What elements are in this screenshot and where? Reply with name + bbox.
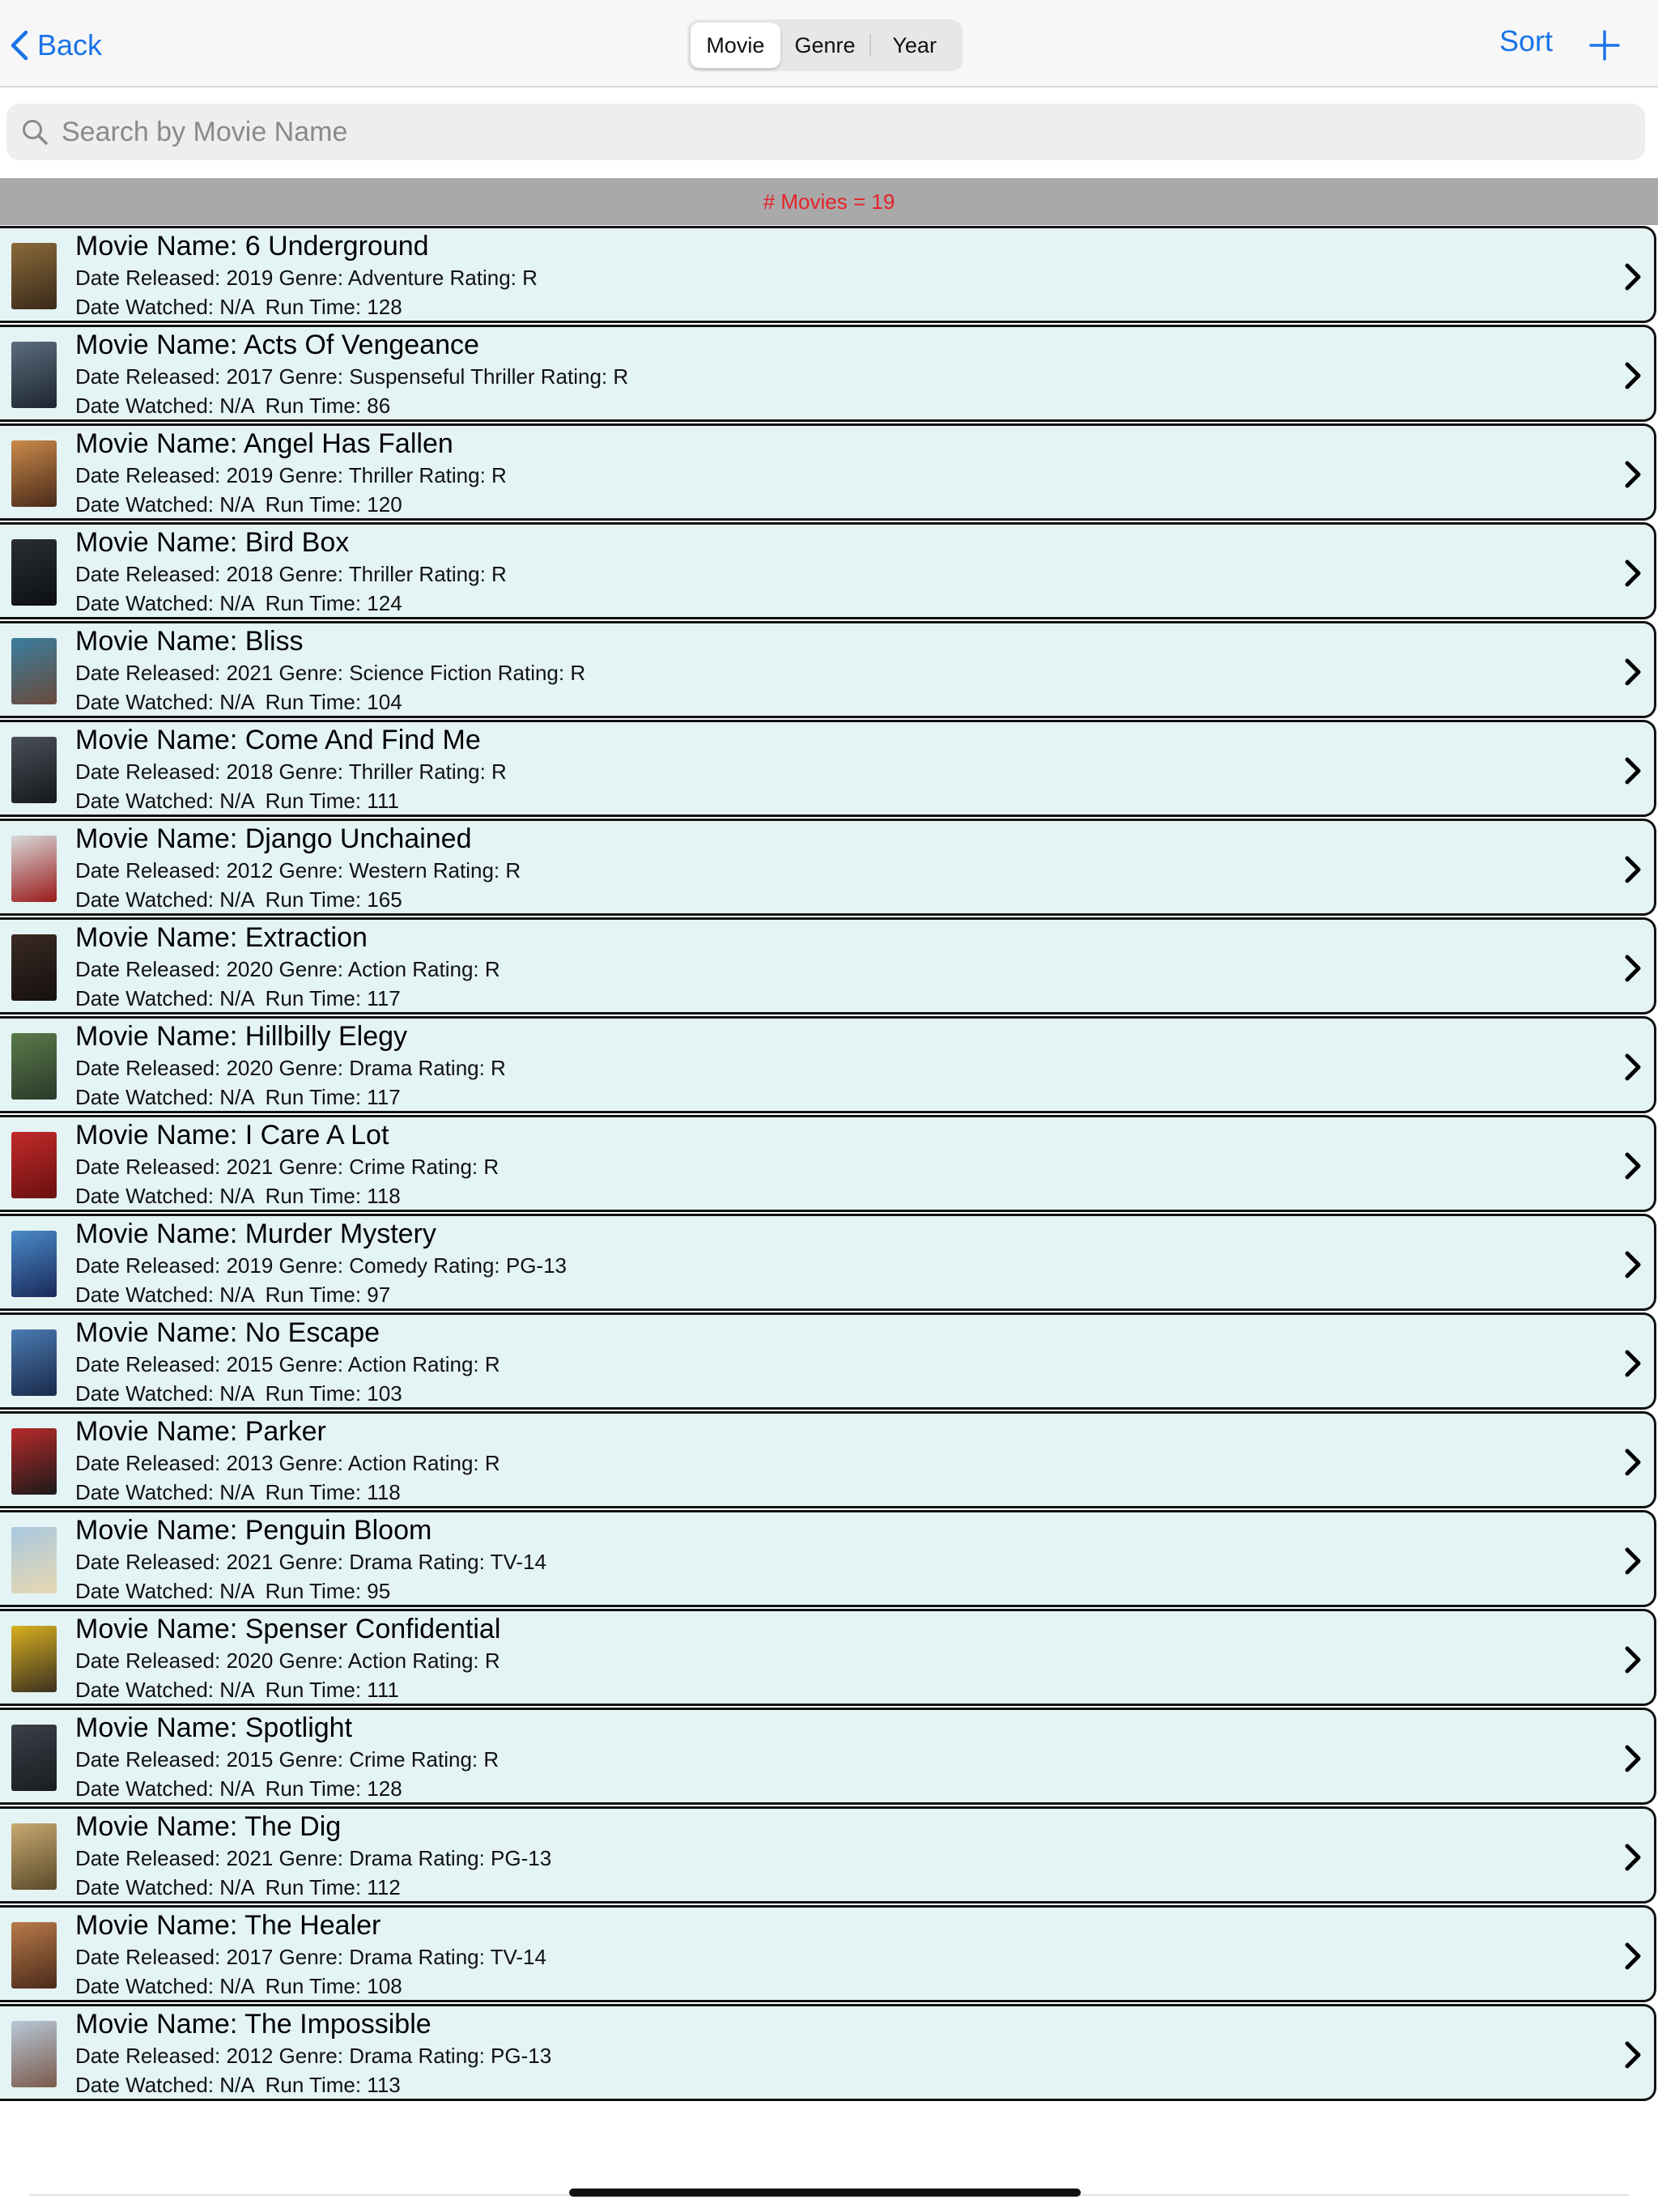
plus-icon[interactable] <box>1588 29 1621 62</box>
chevron-right-icon <box>1623 1546 1643 1576</box>
chevron-right-icon <box>1623 262 1643 291</box>
chevron-right-icon <box>1623 756 1643 785</box>
movie-poster-thumbnail <box>11 1823 57 1890</box>
back-button[interactable] <box>10 19 102 71</box>
movie-row[interactable] <box>0 1115 1656 1212</box>
movie-row[interactable] <box>0 423 1656 521</box>
movie-row[interactable] <box>0 1510 1656 1607</box>
movie-title: Movie Name: Parker <box>75 1416 326 1447</box>
movie-title: Movie Name: Bird Box <box>75 527 350 558</box>
movie-title: Movie Name: The Impossible <box>75 2009 432 2040</box>
movie-details: Date Released: 2017 Genre: Suspenseful Thriller Rating: R <box>75 364 629 389</box>
movie-watched-runtime: Date Watched: N/A Run Time: 111 <box>75 1678 399 1702</box>
movie-count-header <box>0 178 1658 225</box>
movie-watched-runtime: Date Watched: N/A Run Time: 111 <box>75 789 399 813</box>
movie-details: Date Released: 2012 Genre: Western Rating: R <box>75 858 521 883</box>
movie-row[interactable] <box>0 1214 1656 1311</box>
movie-watched-runtime: Date Watched: N/A Run Time: 128 <box>75 1776 402 1801</box>
chevron-right-icon <box>1623 1151 1643 1180</box>
search-input[interactable] <box>60 116 1601 149</box>
chevron-right-icon <box>1623 361 1643 390</box>
movie-watched-runtime: Date Watched: N/A Run Time: 128 <box>75 295 402 319</box>
movie-poster-thumbnail <box>11 737 57 803</box>
movie-details: Date Released: 2021 Genre: Drama Rating: TV-14 <box>75 1550 546 1574</box>
movie-watched-runtime: Date Watched: N/A Run Time: 108 <box>75 1974 402 1998</box>
sort-button[interactable]: Sort <box>1499 24 1554 57</box>
movie-poster-thumbnail <box>11 539 57 606</box>
movie-poster-thumbnail <box>11 1329 57 1396</box>
movie-row[interactable] <box>0 522 1656 619</box>
chevron-right-icon <box>1623 657 1643 687</box>
movie-watched-runtime: Date Watched: N/A Run Time: 95 <box>75 1579 391 1603</box>
movie-row[interactable] <box>0 1609 1656 1706</box>
search-icon <box>21 118 49 146</box>
movie-watched-runtime: Date Watched: N/A Run Time: 86 <box>75 393 391 418</box>
movie-details: Date Released: 2015 Genre: Action Rating: R <box>75 1352 500 1376</box>
chevron-left-icon <box>10 29 29 62</box>
sort-segmented-control <box>687 19 963 71</box>
chevron-right-icon <box>1623 1448 1643 1477</box>
movie-details: Date Released: 2019 Genre: Thriller Rating: R <box>75 463 507 487</box>
movie-row[interactable] <box>0 1016 1656 1113</box>
chevron-right-icon <box>1623 1744 1643 1773</box>
chevron-right-icon <box>1623 460 1643 489</box>
movie-row[interactable] <box>0 226 1656 323</box>
movie-poster-thumbnail <box>11 1428 57 1495</box>
movie-row[interactable] <box>0 1905 1656 2002</box>
movie-title: Movie Name: The Dig <box>75 1811 342 1842</box>
movie-row[interactable] <box>0 1708 1656 1805</box>
chevron-right-icon <box>1623 855 1643 884</box>
segment-genre[interactable]: Genre <box>794 32 856 57</box>
chevron-right-icon <box>1623 1053 1643 1082</box>
movie-title: Movie Name: Bliss <box>75 626 304 657</box>
movie-details: Date Released: 2012 Genre: Drama Rating: PG-13 <box>75 2044 552 2068</box>
chevron-right-icon <box>1623 1645 1643 1674</box>
chevron-right-icon <box>1623 1843 1643 1872</box>
movie-title: Movie Name: Spenser Confidential <box>75 1614 501 1644</box>
movie-poster-thumbnail <box>11 1132 57 1198</box>
movie-title: Movie Name: I Care A Lot <box>75 1120 389 1151</box>
movie-poster-thumbnail <box>11 1725 57 1791</box>
movie-row[interactable] <box>0 2004 1656 2101</box>
movie-row[interactable] <box>0 1411 1656 1508</box>
movie-poster-thumbnail <box>11 1231 57 1297</box>
movie-title: Movie Name: 6 Underground <box>75 231 429 262</box>
movie-row[interactable] <box>0 819 1656 916</box>
movie-details: Date Released: 2017 Genre: Drama Rating: TV-14 <box>75 1945 546 1969</box>
movie-watched-runtime: Date Watched: N/A Run Time: 104 <box>75 690 402 714</box>
chevron-right-icon <box>1623 954 1643 983</box>
movie-poster-thumbnail <box>11 2021 57 2087</box>
movie-details: Date Released: 2021 Genre: Crime Rating: R <box>75 1155 500 1179</box>
movie-details: Date Released: 2015 Genre: Crime Rating: R <box>75 1747 500 1772</box>
movie-title: Movie Name: Spotlight <box>75 1712 353 1743</box>
movie-details: Date Released: 2020 Genre: Action Rating: R <box>75 957 500 981</box>
movie-details: Date Released: 2019 Genre: Adventure Rating: R <box>75 266 538 290</box>
movie-poster-thumbnail <box>11 934 57 1001</box>
movie-title: Movie Name: Hillbilly Elegy <box>75 1021 408 1052</box>
movie-title: Movie Name: Acts Of Vengeance <box>75 330 479 360</box>
movie-watched-runtime: Date Watched: N/A Run Time: 165 <box>75 887 402 912</box>
chevron-right-icon <box>1623 2040 1643 2069</box>
movie-poster-thumbnail <box>11 243 57 309</box>
movie-watched-runtime: Date Watched: N/A Run Time: 120 <box>75 492 402 517</box>
movie-poster-thumbnail <box>11 836 57 902</box>
navigation-bar <box>0 0 1658 87</box>
home-indicator[interactable] <box>569 2189 1081 2197</box>
movie-title: Movie Name: Penguin Bloom <box>75 1515 432 1546</box>
back-label: Back <box>37 28 103 62</box>
movie-title: Movie Name: The Healer <box>75 1910 381 1941</box>
chevron-right-icon <box>1623 1250 1643 1279</box>
movie-row[interactable] <box>0 1806 1656 1904</box>
movie-list <box>0 226 1658 2103</box>
chevron-right-icon <box>1623 1942 1643 1971</box>
search-bar <box>6 104 1645 160</box>
movie-watched-runtime: Date Watched: N/A Run Time: 117 <box>75 1085 401 1109</box>
movie-poster-thumbnail <box>11 440 57 507</box>
movie-row[interactable] <box>0 325 1656 422</box>
segment-movie[interactable]: Movie <box>691 23 780 68</box>
movie-title: Movie Name: Angel Has Fallen <box>75 428 453 459</box>
movie-poster-thumbnail <box>11 1922 57 1989</box>
movie-details: Date Released: 2018 Genre: Thriller Rating: R <box>75 562 507 586</box>
movie-row[interactable] <box>0 720 1656 817</box>
segment-year[interactable]: Year <box>869 23 959 68</box>
movie-details: Date Released: 2021 Genre: Science Fiction Rating: R <box>75 661 586 685</box>
movie-watched-runtime: Date Watched: N/A Run Time: 124 <box>75 591 402 615</box>
movie-poster-thumbnail <box>11 638 57 704</box>
movie-count-label: # Movies = 19 <box>763 189 895 214</box>
movie-watched-runtime: Date Watched: N/A Run Time: 103 <box>75 1381 402 1406</box>
chevron-right-icon <box>1623 1349 1643 1378</box>
movie-title: Movie Name: No Escape <box>75 1317 380 1348</box>
movie-watched-runtime: Date Watched: N/A Run Time: 117 <box>75 986 401 1010</box>
movie-watched-runtime: Date Watched: N/A Run Time: 113 <box>75 2073 401 2097</box>
movie-details: Date Released: 2019 Genre: Comedy Rating: PG-13 <box>75 1253 568 1278</box>
movie-watched-runtime: Date Watched: N/A Run Time: 118 <box>75 1480 401 1504</box>
movie-row[interactable] <box>0 621 1656 718</box>
movie-poster-thumbnail <box>11 342 57 408</box>
movie-title: Movie Name: Extraction <box>75 922 368 953</box>
movie-title: Movie Name: Come And Find Me <box>75 725 481 755</box>
movie-details: Date Released: 2021 Genre: Drama Rating: PG-13 <box>75 1846 552 1870</box>
movie-watched-runtime: Date Watched: N/A Run Time: 118 <box>75 1184 401 1208</box>
movie-row[interactable] <box>0 1312 1656 1410</box>
movie-watched-runtime: Date Watched: N/A Run Time: 97 <box>75 1283 391 1307</box>
movie-row[interactable] <box>0 917 1656 1015</box>
movie-details: Date Released: 2020 Genre: Drama Rating: R <box>75 1056 506 1080</box>
movie-title: Movie Name: Murder Mystery <box>75 1219 436 1249</box>
movie-title: Movie Name: Django Unchained <box>75 823 472 854</box>
chevron-right-icon <box>1623 559 1643 588</box>
movie-poster-thumbnail <box>11 1527 57 1593</box>
movie-details: Date Released: 2020 Genre: Action Rating: R <box>75 1648 500 1673</box>
movie-details: Date Released: 2013 Genre: Action Rating: R <box>75 1451 500 1475</box>
movie-poster-thumbnail <box>11 1033 57 1100</box>
movie-watched-runtime: Date Watched: N/A Run Time: 112 <box>75 1875 401 1899</box>
movie-details: Date Released: 2018 Genre: Thriller Rating: R <box>75 759 507 784</box>
movie-poster-thumbnail <box>11 1626 57 1692</box>
